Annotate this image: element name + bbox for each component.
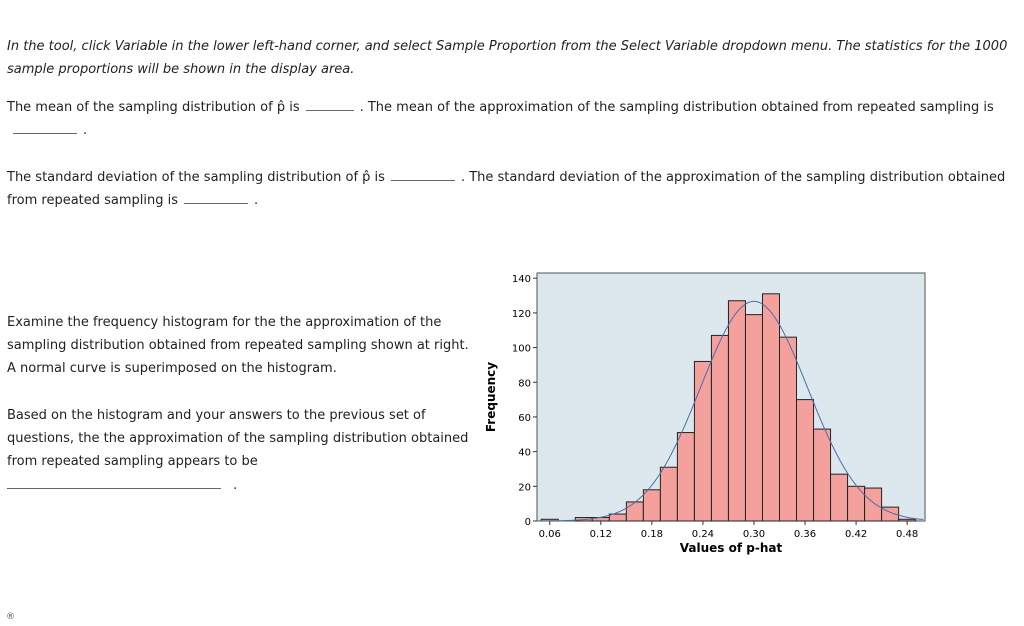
y-tick-label: 60 <box>518 412 531 424</box>
y-tick-label: 140 <box>511 274 531 286</box>
x-tick-label: 0.30 <box>742 529 766 540</box>
shape-answer <box>7 476 237 493</box>
y-tick-label: 20 <box>518 482 531 494</box>
histogram-bar <box>865 488 882 521</box>
y-tick-label: 120 <box>511 308 531 320</box>
histogram-bar <box>899 519 916 521</box>
y-tick-label: 100 <box>511 343 531 355</box>
question-mean <box>7 96 1017 142</box>
x-tick-label: 0.42 <box>844 529 868 540</box>
histogram-bar <box>694 361 711 521</box>
histogram-bar <box>831 474 848 521</box>
y-tick-label: 40 <box>518 447 531 459</box>
x-tick-label: 0.18 <box>640 529 664 540</box>
sd-answer-blank[interactable] <box>391 168 455 181</box>
shape-answer-blank[interactable] <box>7 476 221 489</box>
instructions: In the tool, click Variable in the lower left-hand corner, and select Sample Proportion from the Select Variable dropdown menu. The statistics for the 1000 sample proportions will be shown in the display area. <box>7 39 1008 77</box>
histogram-bar <box>660 467 677 521</box>
q2-end: . <box>254 193 259 208</box>
shape-end: . <box>233 478 238 493</box>
histogram-bar <box>745 315 762 521</box>
x-tick-label: 0.24 <box>691 529 715 540</box>
histogram-bar <box>762 294 779 521</box>
mean-answer-blank[interactable] <box>306 98 354 111</box>
x-tick-label: 0.12 <box>589 529 612 540</box>
histogram-chart <box>470 262 940 562</box>
sd-approx-answer-blank[interactable] <box>184 191 248 204</box>
y-tick-label: 0 <box>524 517 531 528</box>
question-sd <box>7 166 1017 212</box>
x-tick-label: 0.36 <box>793 529 817 540</box>
histogram-bar <box>780 337 797 521</box>
mean-approx-answer-blank[interactable] <box>13 121 77 134</box>
q1-text: The mean of the sampling distribution of p̂ is <box>7 100 300 115</box>
q1-text-2: . The mean of the approximation of the sampling distribution obtained from repeated sampling is <box>359 100 994 115</box>
q1-end: . <box>83 123 88 138</box>
x-axis-label: Values of p-hat <box>679 541 783 555</box>
x-tick-label: 0.48 <box>895 529 919 540</box>
histogram-bar <box>728 301 745 521</box>
histogram-bar <box>643 490 660 521</box>
y-axis-label: Frequency <box>484 361 498 433</box>
y-tick-label: 80 <box>518 378 531 390</box>
based-text: Based on the histogram and your answers to the previous set of questions, the the approximation of the sampling distribution obtained from repeated sampling appears to be <box>7 408 469 469</box>
histogram-bar <box>677 433 694 521</box>
examine-text: Examine the frequency histogram for the the approximation of the sampling distribution obtained from repeated sampling shown at right. A normal curve is superimposed on the histogram. <box>7 315 469 376</box>
q2-text: The standard deviation of the sampling distribution of p̂ is <box>7 170 385 185</box>
histogram-bar <box>797 400 814 521</box>
registered-icon: ® <box>6 612 15 622</box>
histogram-bar <box>609 514 626 521</box>
histogram-bar <box>711 335 728 521</box>
histogram-bar <box>626 502 643 521</box>
q2-text-2: . The standard deviation of the approximation of the sampling distribution obtained from repeated sampling is <box>7 170 1006 208</box>
x-tick-label: 0.06 <box>538 529 561 540</box>
histogram-bar <box>814 429 831 521</box>
